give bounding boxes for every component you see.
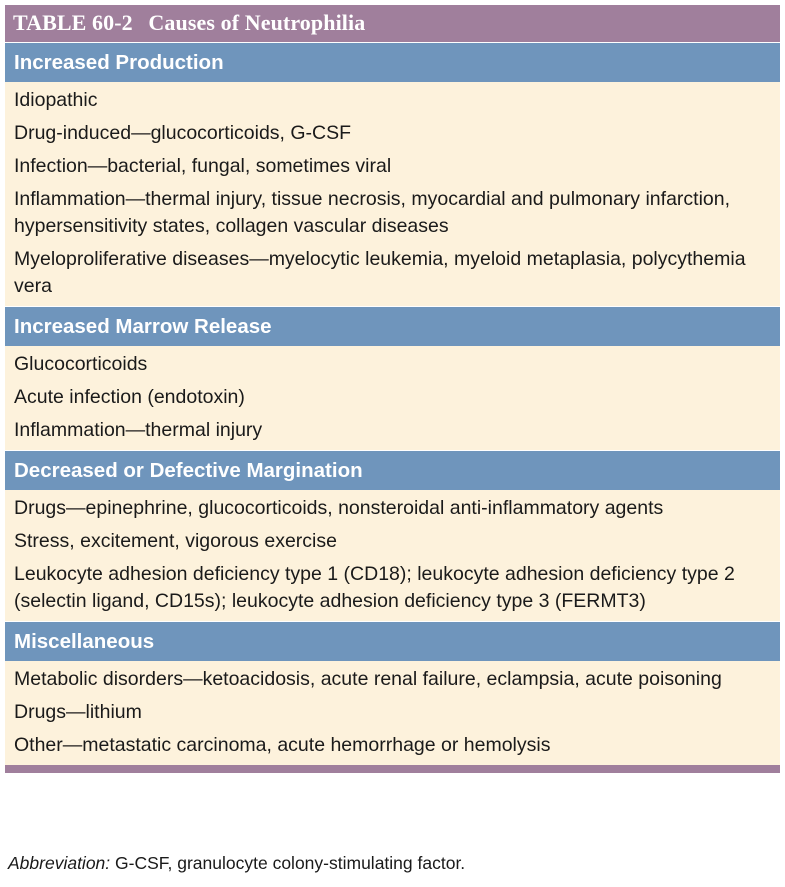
section-body-miscellaneous bbox=[5, 661, 780, 765]
footnote-label: Abbreviation: bbox=[8, 853, 111, 873]
section-body-increased-production bbox=[5, 82, 780, 306]
table-row: Metabolic disorders—ketoacidosis, acute renal failure, eclampsia, acute poisoning bbox=[14, 668, 722, 690]
table-row: Infection—bacterial, fungal, sometimes viral bbox=[14, 155, 392, 177]
table-row: Drug-induced—glucocorticoids, G-CSF bbox=[14, 122, 352, 144]
section-header-decreased-margination: Decreased or Defective Margination bbox=[5, 450, 780, 490]
table-row: Drugs—lithium bbox=[14, 701, 142, 723]
table-row: Myeloproliferative diseases—myelocytic leukemia, myeloid metaplasia, polycythemia vera bbox=[14, 248, 746, 297]
section-body-increased-marrow-release bbox=[5, 346, 780, 450]
neutrophilia-table bbox=[5, 5, 780, 773]
section-header-miscellaneous: Miscellaneous bbox=[5, 621, 780, 661]
table-row: Acute infection (endotoxin) bbox=[14, 386, 245, 408]
footnote-text: G-CSF, granulocyte colony-stimulating factor. bbox=[110, 853, 466, 873]
table-row: Idiopathic bbox=[14, 89, 98, 111]
table-bottom-rule bbox=[5, 765, 780, 773]
table-row: Inflammation—thermal injury, tissue necrosis, myocardial and pulmonary infarction, hypersensitivity states, collagen vascular diseases bbox=[14, 188, 731, 237]
table-row: Stress, excitement, vigorous exercise bbox=[14, 530, 337, 552]
table-number: TABLE 60-2 bbox=[13, 10, 133, 35]
table-row: Glucocorticoids bbox=[14, 353, 148, 375]
table-row: Other—metastatic carcinoma, acute hemorrhage or hemolysis bbox=[14, 734, 551, 756]
section-header-increased-production: Increased Production bbox=[5, 42, 780, 82]
section-body-decreased-margination bbox=[5, 490, 780, 621]
table-footnote bbox=[8, 852, 465, 874]
table-row: Drugs—epinephrine, glucocorticoids, nonsteroidal anti-inflammatory agents bbox=[14, 497, 664, 519]
table-title bbox=[5, 5, 780, 42]
table-row: Inflammation—thermal injury bbox=[14, 419, 263, 441]
section-header-increased-marrow-release: Increased Marrow Release bbox=[5, 306, 780, 346]
table-row: Leukocyte adhesion deficiency type 1 (CD18); leukocyte adhesion deficiency type 2 (selectin ligand, CD15s); leukocyte adhesion deficiency type 3 (FERMT3) bbox=[14, 563, 735, 612]
table-title-text: Causes of Neutrophilia bbox=[148, 10, 366, 35]
